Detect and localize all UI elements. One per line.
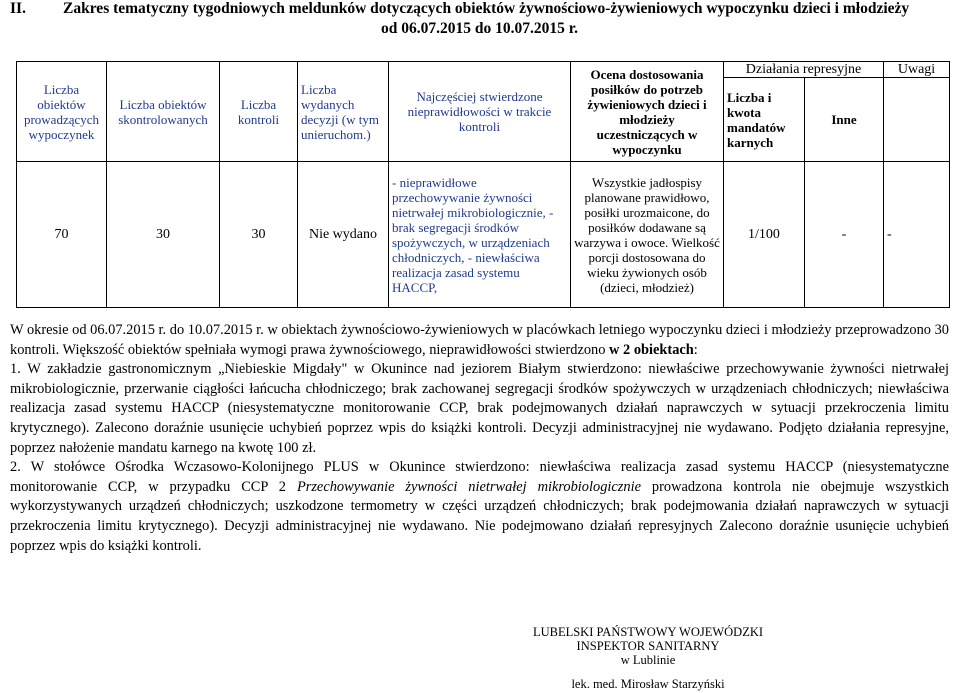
header-uwagi-empty — [884, 78, 950, 162]
finding-1: 1. W zakładzie gastronomicznym „Niebieskie Migdały" w Okunince nad jeziorem Białym stwierdzono: niewłaściwe przechowywanie żywności nietrwałej mikrobiologicznie, przerwanie ciągłości łańcucha chłodniczego; brak zachowanej segregacji środków spożywczych w urządzeniach chłodniczych; niewłaściwa realizacja zasad systemu HACCP (niesystematyczne monitorowanie CCP, brak podejmowanych działań naprawczych w sytuacji przekroczenia limitu krytycznego). Zalecono doraźnie usunięcie uchybień poprzez wpis do książki kontroli. Decyzji administracyjnej nie wydawano. Podjęto działania represyjne, poprzez nałożenie mandatu karnego na kwotę 100 zł. — [10, 361, 949, 456]
header-skontrolowane: Liczba obiektów skontrolowanych — [107, 62, 220, 162]
cell-obiekty: 70 — [17, 162, 107, 308]
header-obiekty: Liczba obiektów prowadzących wypoczynek — [17, 62, 107, 162]
header-uwagi: Uwagi — [884, 62, 950, 78]
signature-name: lek. med. Mirosław Starzyński — [571, 677, 725, 691]
finding-2 — [10, 458, 949, 556]
signature-line-3: w Lublinie — [620, 653, 676, 667]
finding-2-italic: Przechowywanie żywności nietrwałej mikrobiologicznie — [296, 478, 641, 495]
header-dzialania-represyjne: Działania represyjne — [724, 62, 884, 78]
title-line-1: Zakres tematyczny tygodniowych meldunków dotyczących obiektów żywnościowo-żywieniowych wypoczynku dzieci i młodzieży — [63, 0, 910, 17]
intro-text: W okresie od 06.07.2015 r. do 10.07.2015 r. w obiektach żywnościowo-żywieniowych w placówkach letniego wypoczynku dzieci i młodzieży przeprowadzono 30 kontroli. Większość obiektów spełniała wymogi prawa żywnościowego, nieprawidłowości stwierdzono — [10, 322, 949, 358]
header-inne: Inne — [805, 78, 884, 162]
cell-inne: - — [805, 162, 884, 308]
cell-decyzje: Nie wydano — [298, 162, 389, 308]
report-body — [10, 321, 949, 556]
cell-skontrolowane: 30 — [107, 162, 220, 308]
signature-line-2: INSPEKTOR SANITARNY — [576, 639, 720, 653]
signature-block — [508, 625, 788, 667]
section-number: II. — [10, 0, 26, 17]
cell-kontrole: 30 — [220, 162, 298, 308]
header-decyzje: Liczba wydanych decyzji (w tym unieruchom.) — [298, 62, 389, 162]
intro-bold: w 2 obiektach — [609, 341, 694, 358]
cell-uwagi: - — [884, 162, 950, 308]
cell-ocena: Wszystkie jadłospisy planowane prawidłowo, posiłki urozmaicone, do posiłków dodawane są warzywa i owoce. Wielkość porcji dostosowana do wieku żywionych osób (dzieci, młodzież) — [571, 162, 724, 308]
header-mandaty: Liczba i kwota mandatów karnych — [724, 78, 805, 162]
header-nieprawidlowosci: Najczęściej stwierdzone nieprawidłowości w trakcie kontroli — [389, 62, 571, 162]
title-line-2: od 06.07.2015 do 10.07.2015 r. — [380, 20, 579, 37]
finding-2-text-a: 2. W stołówce Ośrodka Wczasowo-Kolonijnego PLUS w Okunince stwierdzono: niewłaściwa realizacja zasad systemu HACCP (niesystematyczne monitorowanie CCP, w przypadku CCP 2 — [10, 459, 949, 495]
intro-paragraph — [10, 321, 949, 360]
signature-line-1: LUBELSKI PAŃSTWOWY WOJEWÓDZKI — [532, 625, 764, 639]
header-ocena: Ocena dostosowania posiłków do potrzeb żywieniowych dzieci i młodzieży uczestniczących w wypoczynku — [571, 62, 724, 162]
intro-end: : — [693, 341, 698, 358]
cell-nieprawidlowosci: - nieprawidłowe przechowywanie żywności nietrwałej mikrobiologicznie, - brak segregacji środków spożywczych, w urządzeniach chłodniczych, - niewłaściwa realizacja zasad systemu HACCP, — [389, 162, 571, 308]
inspection-table — [16, 61, 950, 308]
cell-mandaty: 1/100 — [724, 162, 805, 308]
header-kontrole: Liczba kontroli — [220, 62, 298, 162]
finding-2-text-b: prowadzona kontrola nie obejmuje wszystkich wykorzystywanych urządzeń chłodniczych; uszkodzone termometry w części urządzeń chłodniczych; brak podejmowania działań naprawczych w sytuacji przekroczenia limitu krytycznego). Decyzji administracyjnej nie wydawano. Nie podejmowano działań represyjnych Zalecono doraźnie usunięcie uchybień poprzez wpis do książki kontroli. — [10, 478, 950, 554]
